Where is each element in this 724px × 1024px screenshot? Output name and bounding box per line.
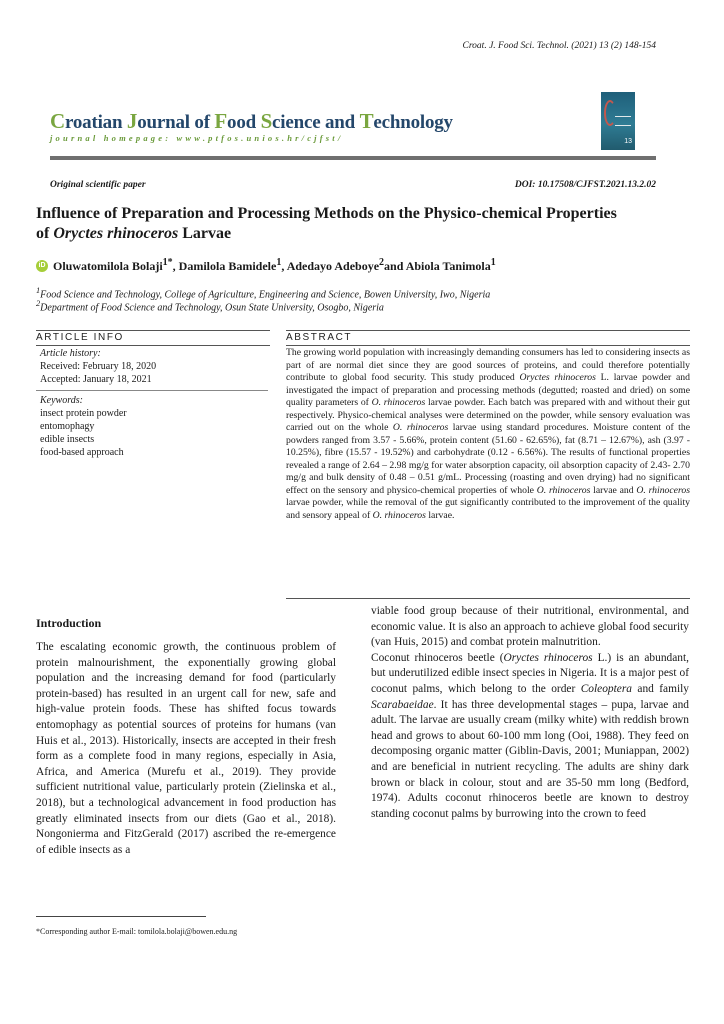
divider <box>286 598 690 599</box>
text-run: . It has three developmental stages – pupa, larvae and adult. The larvae are usually cream (milky white) with reddish brown head and grows to about 60-100 mm long (Ooi, 1988). They feed on decomposing organic matter (Giblin-Davis, 2001; Muniappan, 2002) and are beneficial in nutrient recycling. The adults are shiny dark brown or black in colour, stout and are 35-50 mm long (Bedford, 1974). Adults coconut rhinoceros beetle are known to destroy standing coconut palms by burrowing into the crown to feed <box>371 698 689 820</box>
journal-cover-image <box>601 92 635 150</box>
header-rule <box>50 156 656 160</box>
author-name: Oluwatomilola Bolaji <box>53 259 163 273</box>
paper-title-line1: Influence of Preparation and Processing Methods on the Physico-chemical Properties <box>36 205 617 222</box>
keyword: entomophagy <box>40 421 95 432</box>
italic-term: Oryctes rhinoceros <box>519 372 596 383</box>
keyword: edible insects <box>40 434 95 445</box>
italic-term: O. rhinoceros <box>371 397 426 408</box>
paper-title <box>36 204 676 244</box>
doi: DOI: 10.17508/CJFST.2021.13.2.02 <box>514 180 656 190</box>
journal-citation: Croat. J. Food Sci. Technol. (2021) 13 (2) 148-154 <box>462 41 656 51</box>
paragraph <box>36 640 336 858</box>
author-name: Abiola Tanimola <box>405 259 491 273</box>
author-affiliation-marker: 1 <box>276 257 282 268</box>
abstract-heading: ABSTRACT <box>286 332 353 343</box>
author-affiliation-marker: 2 <box>379 257 385 268</box>
cover-number: 13 <box>624 138 632 145</box>
article-info-heading: ARTICLE INFO <box>36 332 124 343</box>
italic-term: O. rhinoceros <box>372 509 426 521</box>
paragraph <box>371 651 689 823</box>
author-name: Damilola Bamidele <box>178 259 277 273</box>
text-run: The escalating economic growth, the continuous problem of protein malnourishment, the exponentially growing global population and the increasing demand for food (particularly protein-based) has resulted in an urgent call for new, safe and high-value protein foods. These has shifted focus towards entomophagy as potential sources of proteins for humans (van Huis et al., 2013). Historically, insects are accepted in their fresh form as a complete food in many regions, especially in Asia, Africa, and America (Murefu et al., 2019). They provide sufficient nutritional value, particularly protein (Zielinska et al., 2018), but a technological advancement in food production has greatly eliminated insects from our diets (Gao et al., 2018). Nongonierma and FitzGerald (2017) ascribed the re-emergence of edible insects as a <box>36 641 336 856</box>
text-run: The growing world population with increasingly demanding consumers has led to considering insects as part of are normal diet since they are good sources of proteins, and could therefore potentially contribute to global food security. This study produced <box>286 347 690 383</box>
italic-term: O. rhinoceros <box>536 484 591 496</box>
author-affiliation-marker: 1* <box>162 257 173 268</box>
text-run: and family <box>631 682 689 695</box>
journal-title-part: T <box>359 109 374 133</box>
journal-title-part: roatian <box>64 112 127 133</box>
italic-term: Scarabaeidae <box>371 698 434 711</box>
affiliation-1: $^1$Food Science and Technology, College of Agriculture, Engineering and Science, Bowen University, Iwo, Nigeria <box>36 286 491 301</box>
author-affiliation-marker: 1 <box>490 257 496 268</box>
author-separator: and <box>384 259 406 273</box>
journal-title-part: S <box>260 109 273 133</box>
journal-title-part: F <box>214 109 228 133</box>
footnote: *Corresponding author E-mail: tomilola.bolaji@bowen.edu.ng <box>36 927 238 936</box>
text-run: larvae and <box>590 484 637 496</box>
author-names <box>53 257 496 274</box>
journal-title <box>50 109 453 134</box>
divider <box>36 390 268 391</box>
affiliation-2: $^2$Department of Food Science and Technology, Osun State University, Osogbo, Nigeria <box>36 299 384 314</box>
footnote-rule <box>36 916 206 917</box>
journal-title-part: cience and <box>272 112 360 133</box>
paragraph <box>371 604 689 651</box>
text-run: larvae. <box>425 509 455 521</box>
author-separator: , <box>172 259 179 273</box>
italic-term: O. rhinoceros <box>392 422 449 433</box>
received-date: Received: February 18, 2020 <box>40 361 157 372</box>
text-run: larvae powder, while the removal of the gut significantly contributed to the improvement of the quality and sensory appeal of <box>286 497 690 521</box>
text-run: L. larvae powder and investigated the impact of preparation and processing methods (degutted; roasted and dried) on some quality parameters of <box>286 372 690 408</box>
text-run: larvae powder. Each batch was prepared with and without their gut respectively. Physico-chemical analyses were determined on the powder, while sensory evaluation was carried out on the whole <box>286 397 691 433</box>
italic-term: O. rhinoceros <box>636 484 691 496</box>
text-run: Coconut rhinoceros beetle ( <box>371 651 504 664</box>
italic-term: Coleoptera <box>580 682 632 695</box>
keyword: food-based approach <box>40 447 124 458</box>
body-column-right <box>371 604 689 822</box>
text-run: viable food group because of their nutritional, environmental, and economic value. It is also an approach to achieve global food security (van Huis, 2015) and combat protein malnutrition. <box>371 605 689 649</box>
journal-title-part: C <box>50 109 65 133</box>
author-list <box>36 257 496 274</box>
introduction-heading: Introduction <box>36 616 102 630</box>
history-label: Article history: <box>40 348 101 359</box>
italic-term: Oryctes rhinoceros <box>503 651 593 664</box>
journal-title-part: ournal of <box>137 112 215 133</box>
keywords-label: Keywords: <box>40 395 83 406</box>
article-info <box>40 347 266 459</box>
abstract-body <box>286 347 690 522</box>
body-column-left <box>36 640 336 858</box>
journal-title-part: ood <box>227 112 261 133</box>
divider <box>36 330 270 331</box>
paper-title-line2: of Oryctes rhinoceros Larvae <box>36 225 232 242</box>
divider <box>36 345 270 346</box>
orcid-icon[interactable]: iD <box>36 260 48 272</box>
divider <box>286 330 690 331</box>
journal-title-part: echnology <box>373 112 453 133</box>
accepted-date: Accepted: January 18, 2021 <box>40 374 152 385</box>
divider <box>286 345 690 346</box>
text-run: L.) is an abundant, but underutilized edible insect species in Nigeria. It is a major pest of coconut palms, which belong to the order <box>371 651 689 695</box>
paper-type: Original scientific paper <box>50 180 146 190</box>
journal-title-part: J <box>126 109 138 133</box>
keyword: insect protein powder <box>40 408 127 419</box>
journal-homepage: journal homepage: www.ptfos.unios.hr/cjfst/ <box>50 133 344 143</box>
author-separator: , <box>281 259 287 273</box>
author-name: Adedayo Adeboye <box>286 259 380 273</box>
text-run: larvae using standard procedures. Moisture content of the powders ranged from 3.57 - 5.66%, protein content (51.60 - 62.65%), fat (8.71 – 12.67%), ash (3.97 - 10.25%), fibre (15.57 - 19.52%) and carbohydrate (0.12 - 6.56%). The results of functional properties revealed a range of 2.64 – 2.98 mg/g for water absorption capacity, oil absorption capacity of 2.43- 2.70 mg/g and bulk density of 0.48 – 0.51 g/mL. Processing (roasting and oven drying) had no significant effect on the sensory and physico-chemical properties of whole <box>286 422 690 496</box>
